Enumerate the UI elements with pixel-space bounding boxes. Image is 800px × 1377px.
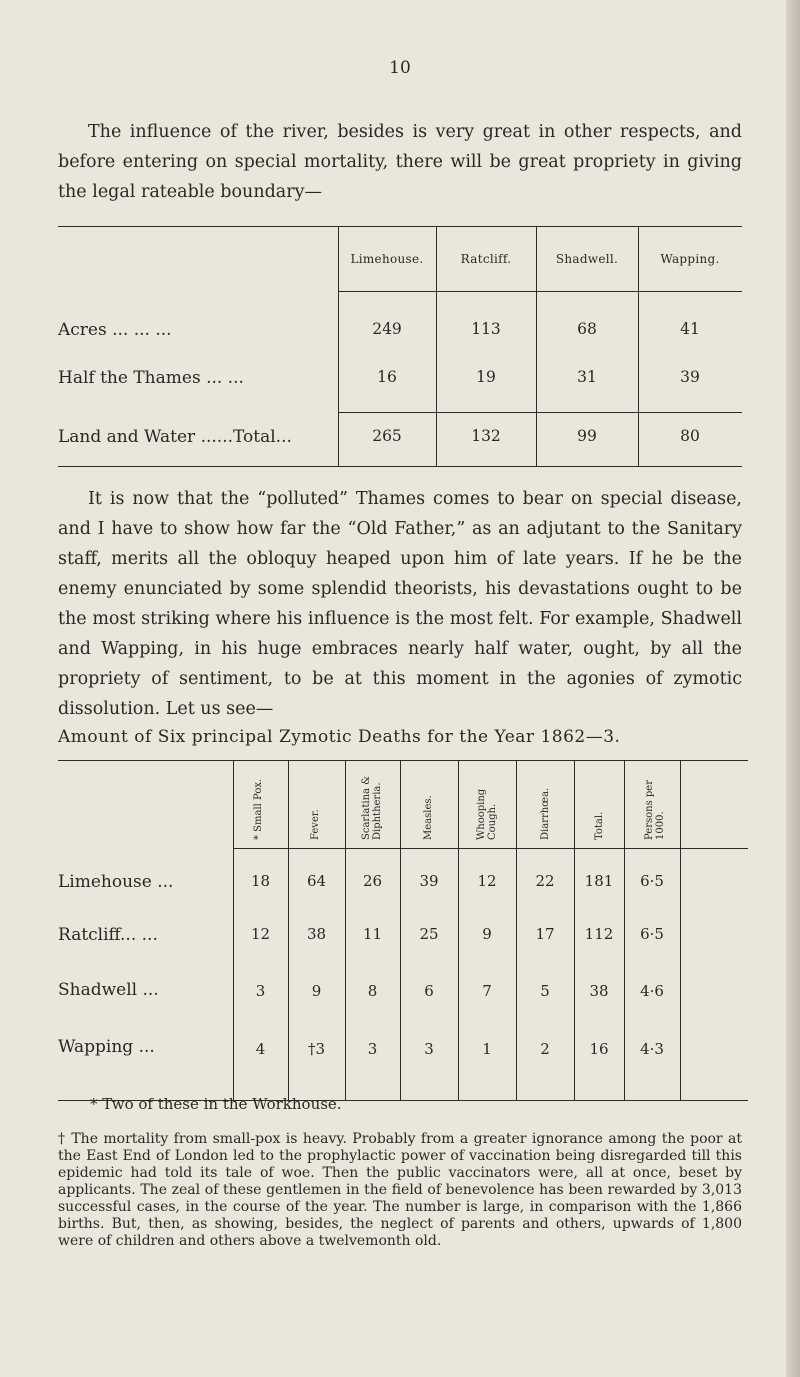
table1-cell: 39 — [680, 368, 700, 386]
table2-cell: 26 — [362, 872, 383, 890]
table2-cell: 2 — [540, 1040, 550, 1058]
table2-cell: 6·5 — [640, 925, 664, 943]
table1-row-label-total: Land and Water ......Total... — [58, 427, 292, 447]
table2-col-total: Total. — [594, 811, 605, 840]
table2-cell: †3 — [307, 1040, 326, 1058]
table2-col-fever: Fever. — [310, 809, 321, 840]
table2-cell: 9 — [482, 925, 492, 943]
table1-cell: 132 — [471, 427, 501, 445]
table1-bottom-rule — [58, 466, 742, 467]
table2-cell: 16 — [589, 1040, 609, 1058]
table1-cell: 31 — [577, 368, 597, 386]
table2-top-rule — [58, 760, 748, 761]
table2-cell: 25 — [419, 925, 439, 943]
table1-cell: 19 — [476, 368, 496, 386]
table2-col-measles: Measles. — [423, 795, 434, 840]
table2-cell: 3 — [255, 982, 266, 1000]
table2-cell: 112 — [584, 925, 614, 943]
table2-row-label-ratcliff: Ratcliff... ... — [58, 925, 158, 945]
table2-cell: 181 — [584, 872, 614, 890]
table2-cell: 3 — [367, 1040, 378, 1058]
table2-cell: 12 — [477, 872, 497, 890]
table2-cell: 5 — [540, 982, 550, 1000]
table2-cell: 18 — [250, 872, 271, 890]
table1-col-ratcliff: Ratcliff. — [460, 252, 512, 266]
table2-col-small-pox: * Small Pox. — [253, 778, 264, 840]
table1-total-rule — [338, 412, 742, 413]
table2-col-scarlatina: Scarlatina & Diphtheria. — [361, 775, 383, 840]
table2-col-whooping-cough: Whooping Cough. — [476, 788, 498, 840]
intro-paragraph — [58, 117, 742, 207]
table2-cell: 4 — [255, 1040, 266, 1058]
intro-paragraph-text: The influence of the river, besides is very great in other respects, and before entering on special mortality, there will be great propriety in giving the legal rateable boundary— — [58, 122, 742, 202]
table2-row-label-limehouse: Limehouse ... — [58, 872, 174, 892]
table1-cell: 249 — [372, 320, 402, 338]
table1-row-label-thames: Half the Thames ... ... — [58, 368, 244, 388]
zymotic-table-title: Amount of Six principal Zymotic Deaths for the Year 1862—3. — [58, 727, 621, 747]
table1-cell: 68 — [577, 320, 597, 338]
table2-vline — [680, 760, 681, 1100]
body-paragraph — [58, 484, 742, 724]
table1-cell: 99 — [577, 427, 597, 445]
page-number: 10 — [389, 58, 411, 78]
table1-cell: 265 — [372, 427, 402, 445]
footnote-dagger: † The mortality from small-pox is heavy. Probably from a greater ignorance among the poor at the East End of London led to the prophylactic power of vaccination being disregarded till this epidemic had told its tale of woe. Then the public vaccinators were, all at once, beset by applicants. The zeal of these gentlemen in the field of benevolence has been rewarded by 3,013 successful cases, in the course of the year. The number is large, in comparison with the 1,866 births. But, then, as showing, besides, the neglect of parents and others, upwards of 1,800 were of children and others above a twelvemonth old. — [58, 1131, 742, 1249]
table2-cell: 38 — [589, 982, 609, 1000]
table2-cell: 11 — [362, 925, 383, 943]
table2-cell: 12 — [250, 925, 271, 943]
table2-cell: 4·6 — [640, 982, 664, 1000]
table2-col-persons-per-1000: Persons per 1000. — [644, 780, 666, 840]
table1-header-rule — [338, 291, 742, 292]
table2-cell: 4·3 — [640, 1040, 664, 1058]
table2-cell: 6 — [424, 982, 434, 1000]
table1-cell: 41 — [680, 320, 700, 338]
table2-cell: 64 — [306, 872, 327, 890]
table2-row-label-shadwell: Shadwell ... — [58, 980, 159, 1000]
table2-cell: 22 — [535, 872, 555, 890]
table1-col-wapping: Wapping. — [660, 252, 720, 266]
table2-cell: 7 — [482, 982, 492, 1000]
table2-row-label-wapping: Wapping ... — [58, 1037, 155, 1057]
table1-cell: 16 — [377, 368, 397, 386]
table2-cell: 17 — [535, 925, 555, 943]
table2-col-diarrhoea: Diarrhœa. — [540, 787, 551, 840]
table1-col-shadwell: Shadwell. — [555, 252, 619, 266]
table2-cell: 38 — [306, 925, 327, 943]
table1-top-rule — [58, 226, 742, 227]
table1-row-label-acres: Acres ... ... ... — [58, 320, 172, 340]
table1-cell: 113 — [471, 320, 501, 338]
body-paragraph-text: It is now that the “polluted” Thames comes to bear on special disease, and I have to show how far the “Old Father,” as an adjutant to the Sanitary staff, merits all the obloquy heaped upon him of late years. If he be the enemy enunciated by some splendid theorists, his devastations ought to be the most striking where his influence is the most felt. For example, Shadwell and Wapping, in his huge embraces nearly half water, ought, by all the propriety of sentiment, to be at this moment in the agonies of zymotic dissolution. Let us see— — [58, 489, 742, 719]
page-edge-shadow — [786, 0, 800, 1377]
table2-cell: 8 — [367, 982, 378, 1000]
table2-cell: 9 — [311, 982, 322, 1000]
footnote-star: * Two of these in the Workhouse. — [90, 1095, 342, 1113]
table2-cell: 6·5 — [640, 872, 664, 890]
table2-cell: 3 — [424, 1040, 434, 1058]
table2-header-rule — [233, 848, 748, 849]
table2-cell: 1 — [482, 1040, 492, 1058]
table1-col-limehouse: Limehouse. — [350, 252, 424, 266]
table1-cell: 80 — [680, 427, 700, 445]
table2-cell: 39 — [419, 872, 439, 890]
